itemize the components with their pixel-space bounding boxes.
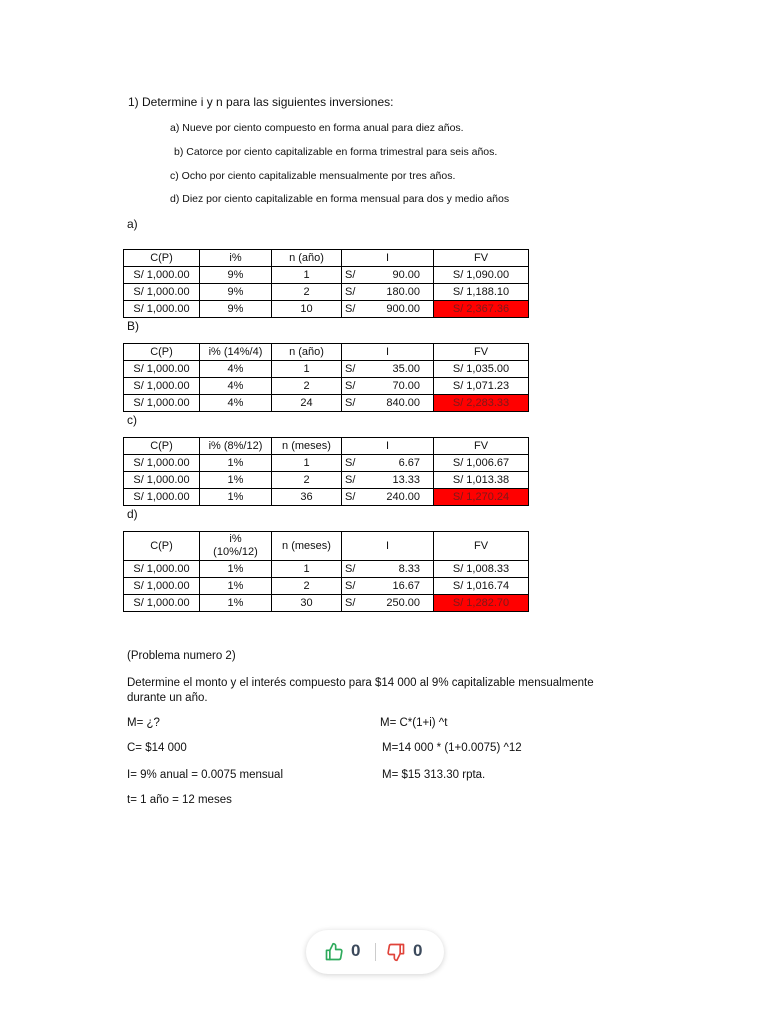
currency-symbol: S/ xyxy=(345,597,356,609)
currency-symbol: S/ xyxy=(345,303,356,315)
given-c: C= $14 000 xyxy=(127,742,187,754)
table-row xyxy=(124,595,529,612)
problem2-heading: (Problema numero 2) xyxy=(127,650,236,662)
currency-symbol: S/ xyxy=(345,491,356,503)
vote-widget xyxy=(306,930,444,974)
header-fv: FV xyxy=(434,250,529,267)
cell-fv: S/ 1,013.38 xyxy=(434,472,529,489)
problem2-statement-line2: durante un año. xyxy=(127,692,208,704)
cell-interest xyxy=(342,395,434,412)
currency-symbol: S/ xyxy=(345,580,356,592)
table-row xyxy=(124,561,529,578)
cell-fv-highlighted: S/ 1,270.24 xyxy=(434,489,529,506)
cell-n: 1 xyxy=(272,361,342,378)
result: M= $15 313.30 rpta. xyxy=(382,769,486,781)
formula: M= C*(1+i) ^t xyxy=(380,717,448,729)
cell-cp: S/ 1,000.00 xyxy=(124,578,200,595)
cell-interest xyxy=(342,378,434,395)
header-interest: I xyxy=(342,438,434,455)
interest-value: 8.33 xyxy=(398,563,420,575)
thumbs-down-icon[interactable] xyxy=(386,942,406,967)
cell-n: 2 xyxy=(272,284,342,301)
header-cp: C(P) xyxy=(124,250,200,267)
header-cp: C(P) xyxy=(124,344,200,361)
problem1-item-d: d) Diez por ciento capitalizable en forma mensual para dos y medio años xyxy=(170,193,510,205)
header-interest: I xyxy=(342,532,434,561)
cell-interest xyxy=(342,489,434,506)
table-row xyxy=(124,395,529,412)
table-header-row xyxy=(124,250,529,267)
header-i: i% (8%/12) xyxy=(200,438,272,455)
cell-fv-highlighted: S/ 1,282.70 xyxy=(434,595,529,612)
cell-cp: S/ 1,000.00 xyxy=(124,284,200,301)
interest-value: 13.33 xyxy=(392,474,420,486)
table-row xyxy=(124,578,529,595)
header-interest: I xyxy=(342,344,434,361)
table-d-label: d) xyxy=(127,507,138,521)
cell-cp: S/ 1,000.00 xyxy=(124,395,200,412)
table-row xyxy=(124,378,529,395)
thumbs-up-icon[interactable] xyxy=(324,942,344,967)
cell-fv-highlighted: S/ 2,283.33 xyxy=(434,395,529,412)
given-m: M= ¿? xyxy=(127,717,160,729)
cell-fv-highlighted: S/ 2,367.36 xyxy=(434,301,529,318)
interest-value: 70.00 xyxy=(392,380,420,392)
cell-cp: S/ 1,000.00 xyxy=(124,378,200,395)
cell-interest xyxy=(342,472,434,489)
header-fv: FV xyxy=(434,438,529,455)
cell-fv: S/ 1,090.00 xyxy=(434,267,529,284)
cell-fv: S/ 1,006.67 xyxy=(434,455,529,472)
cell-interest xyxy=(342,361,434,378)
currency-symbol: S/ xyxy=(345,286,356,298)
cell-n: 2 xyxy=(272,378,342,395)
interest-value: 240.00 xyxy=(386,491,420,503)
table-b-label: B) xyxy=(127,319,139,333)
header-i: i% xyxy=(200,250,272,267)
problem1-item-b: b) Catorce por ciento capitalizable en forma trimestral para seis años. xyxy=(174,146,498,158)
given-t: t= 1 año = 12 meses xyxy=(127,794,232,806)
table-row xyxy=(124,455,529,472)
cell-interest xyxy=(342,455,434,472)
table-row xyxy=(124,489,529,506)
thumbs-up-count: 0 xyxy=(351,941,361,960)
cell-cp: S/ 1,000.00 xyxy=(124,455,200,472)
table-header-row xyxy=(124,438,529,455)
cell-n: 10 xyxy=(272,301,342,318)
cell-interest xyxy=(342,284,434,301)
header-fv: FV xyxy=(434,532,529,561)
currency-symbol: S/ xyxy=(345,269,356,281)
table-header-row xyxy=(124,344,529,361)
table-row xyxy=(124,361,529,378)
cell-n: 2 xyxy=(272,472,342,489)
problem1-item-c: c) Ocho por ciento capitalizable mensualmente por tres años. xyxy=(170,170,456,182)
cell-n: 1 xyxy=(272,267,342,284)
cell-fv: S/ 1,016.74 xyxy=(434,578,529,595)
cell-fv: S/ 1,035.00 xyxy=(434,361,529,378)
header-cp: C(P) xyxy=(124,438,200,455)
header-i: i% (14%/4) xyxy=(200,344,272,361)
cell-i: 9% xyxy=(200,301,272,318)
interest-value: 180.00 xyxy=(386,286,420,298)
cell-interest xyxy=(342,267,434,284)
cell-interest xyxy=(342,301,434,318)
header-n: n (año) xyxy=(272,250,342,267)
cell-i: 9% xyxy=(200,284,272,301)
table-row xyxy=(124,267,529,284)
table-header-row xyxy=(124,532,529,561)
cell-fv: S/ 1,008.33 xyxy=(434,561,529,578)
given-i: I= 9% anual = 0.0075 mensual xyxy=(127,769,284,781)
table-c-label: c) xyxy=(127,413,137,427)
table-row xyxy=(124,284,529,301)
cell-i: 1% xyxy=(200,489,272,506)
cell-cp: S/ 1,000.00 xyxy=(124,267,200,284)
currency-symbol: S/ xyxy=(345,457,356,469)
interest-value: 250.00 xyxy=(386,597,420,609)
cell-interest xyxy=(342,595,434,612)
cell-interest xyxy=(342,578,434,595)
substitution: M=14 000 * (1+0.0075) ^12 xyxy=(382,742,522,754)
currency-symbol: S/ xyxy=(345,563,356,575)
table-c xyxy=(123,437,529,506)
header-fv: FV xyxy=(434,344,529,361)
currency-symbol: S/ xyxy=(345,397,356,409)
header-i: i% (10%/12) xyxy=(200,532,272,561)
cell-i: 4% xyxy=(200,361,272,378)
cell-n: 1 xyxy=(272,561,342,578)
interest-value: 900.00 xyxy=(386,303,420,315)
currency-symbol: S/ xyxy=(345,380,356,392)
cell-i: 1% xyxy=(200,595,272,612)
cell-i: 9% xyxy=(200,267,272,284)
vote-divider xyxy=(375,943,376,961)
currency-symbol: S/ xyxy=(345,363,356,375)
cell-cp: S/ 1,000.00 xyxy=(124,561,200,578)
cell-cp: S/ 1,000.00 xyxy=(124,595,200,612)
cell-cp: S/ 1,000.00 xyxy=(124,361,200,378)
table-b xyxy=(123,343,529,412)
header-n: n (meses) xyxy=(272,438,342,455)
table-row xyxy=(124,301,529,318)
header-n: n (año) xyxy=(272,344,342,361)
cell-n: 1 xyxy=(272,455,342,472)
cell-i: 1% xyxy=(200,561,272,578)
cell-n: 24 xyxy=(272,395,342,412)
interest-value: 6.67 xyxy=(398,457,420,469)
problem1-item-a: a) Nueve por ciento compuesto en forma anual para diez años. xyxy=(170,122,464,134)
header-n: n (meses) xyxy=(272,532,342,561)
header-cp: C(P) xyxy=(124,532,200,561)
cell-n: 30 xyxy=(272,595,342,612)
cell-i: 4% xyxy=(200,378,272,395)
header-interest: I xyxy=(342,250,434,267)
table-a-label: a) xyxy=(127,217,138,231)
cell-n: 2 xyxy=(272,578,342,595)
interest-value: 840.00 xyxy=(386,397,420,409)
cell-fv: S/ 1,071.23 xyxy=(434,378,529,395)
cell-i: 1% xyxy=(200,472,272,489)
interest-value: 35.00 xyxy=(392,363,420,375)
thumbs-down-count: 0 xyxy=(413,941,423,960)
table-d xyxy=(123,531,529,612)
currency-symbol: S/ xyxy=(345,474,356,486)
cell-cp: S/ 1,000.00 xyxy=(124,472,200,489)
cell-interest xyxy=(342,561,434,578)
table-a xyxy=(123,249,529,318)
problem2-statement-line1: Determine el monto y el interés compuesto para $14 000 al 9% capitalizable mensualmente xyxy=(127,677,594,689)
table-row xyxy=(124,472,529,489)
cell-cp: S/ 1,000.00 xyxy=(124,301,200,318)
cell-i: 1% xyxy=(200,455,272,472)
cell-i: 1% xyxy=(200,578,272,595)
problem1-title: 1) Determine i y n para las siguientes inversiones: xyxy=(128,95,394,109)
cell-cp: S/ 1,000.00 xyxy=(124,489,200,506)
interest-value: 16.67 xyxy=(392,580,420,592)
cell-fv: S/ 1,188.10 xyxy=(434,284,529,301)
interest-value: 90.00 xyxy=(392,269,420,281)
cell-n: 36 xyxy=(272,489,342,506)
cell-i: 4% xyxy=(200,395,272,412)
